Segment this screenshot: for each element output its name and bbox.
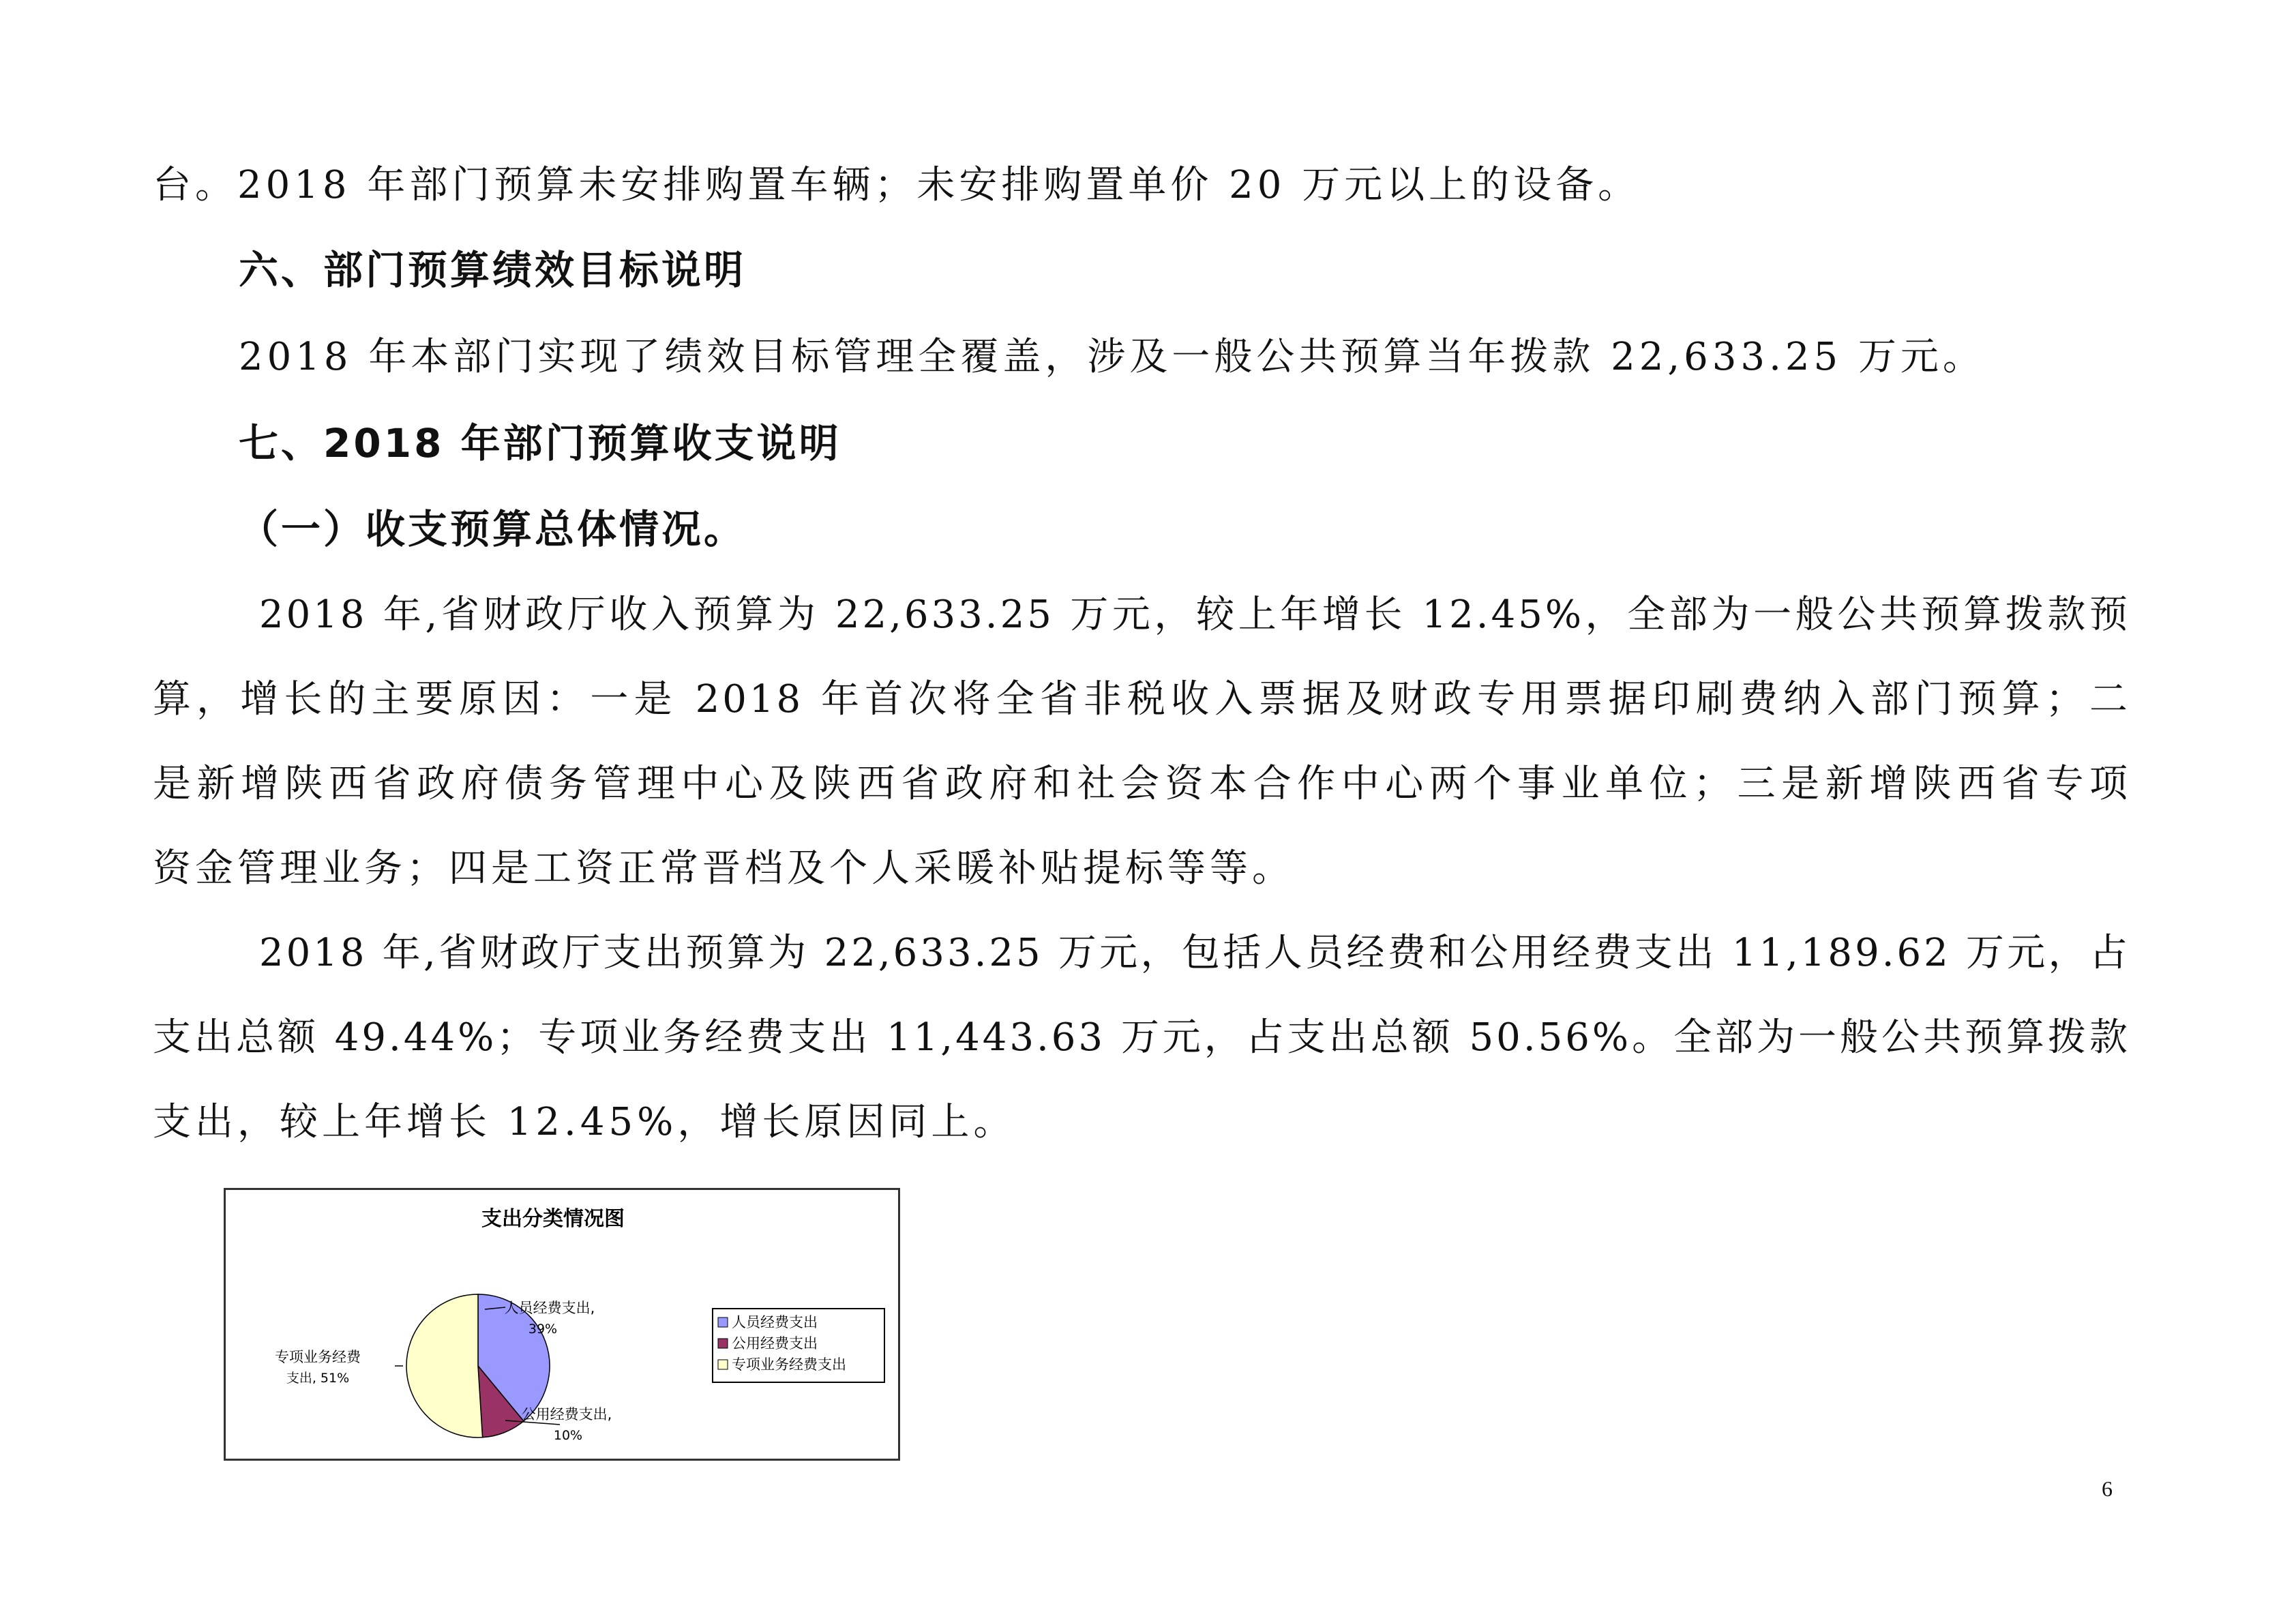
body-line-1: 台。2018 年部门预算未安排购置车辆；未安排购置单价 20 万元以上的设备。	[153, 163, 1641, 207]
section-heading-7: 七、2018 年部门预算收支说明	[239, 420, 841, 466]
income-para-line-2: 算，增长的主要原因：一是 2018 年首次将全省非税收入票据及财政专用票据印刷费纳入部门预算；二	[153, 677, 2130, 721]
legend-swatch-personnel	[718, 1317, 728, 1327]
section-heading-6: 六、部门预算绩效目标说明	[239, 247, 747, 293]
label-public-pct: 10%	[553, 1428, 583, 1443]
label-special-name: 专项业务经费	[275, 1349, 361, 1365]
expense-para-line-3: 支出，较上年增长 12.45%，增长原因同上。	[153, 1100, 1016, 1144]
label-public-name: 公用经费支出,	[521, 1406, 612, 1423]
label-special-pct: 支出, 51%	[286, 1371, 350, 1386]
legend-swatch-public	[718, 1339, 728, 1348]
legend-special: 专项业务经费支出	[732, 1356, 846, 1373]
label-personnel-pct: 39%	[528, 1322, 558, 1337]
chart-title: 支出分类情况图	[481, 1207, 625, 1231]
page-number: 6	[2102, 1476, 2113, 1501]
legend-swatch-special	[718, 1360, 728, 1369]
legend-personnel: 人员经费支出	[732, 1314, 818, 1330]
expense-para-line-1: 2018 年,省财政厅支出预算为 22,633.25 万元，包括人员经费和公用经费支出 11,189.62 万元，占	[259, 931, 2130, 975]
legend-public: 公用经费支出	[732, 1335, 818, 1352]
income-para-line-3: 是新增陕西省政府债务管理中心及陕西省政府和社会资本合作中心两个事业单位；三是新增陕西省专项	[153, 762, 2130, 806]
label-personnel-name: 人员经费支出,	[504, 1300, 595, 1316]
income-para-line-4: 资金管理业务；四是工资正常晋档及个人采暖补贴提标等等。	[153, 846, 1294, 891]
income-para-line-1: 2018 年,省财政厅收入预算为 22,633.25 万元，较上年增长 12.45%，全部为一般公共预算拨款预	[259, 593, 2130, 637]
subheading-overall: （一）收支预算总体情况。	[239, 506, 747, 552]
section-6-paragraph: 2018 年本部门实现了绩效目标管理全覆盖，涉及一般公共预算当年拨款 22,633.25 万元。	[239, 335, 1985, 379]
expense-pie-chart	[224, 1188, 900, 1461]
chart-legend	[713, 1309, 884, 1382]
expense-para-line-2: 支出总额 49.44%；专项业务经费支出 11,443.63 万元，占支出总额 50.56%。全部为一般公共预算拨款	[153, 1015, 2130, 1060]
pie-slice-special	[406, 1294, 483, 1438]
